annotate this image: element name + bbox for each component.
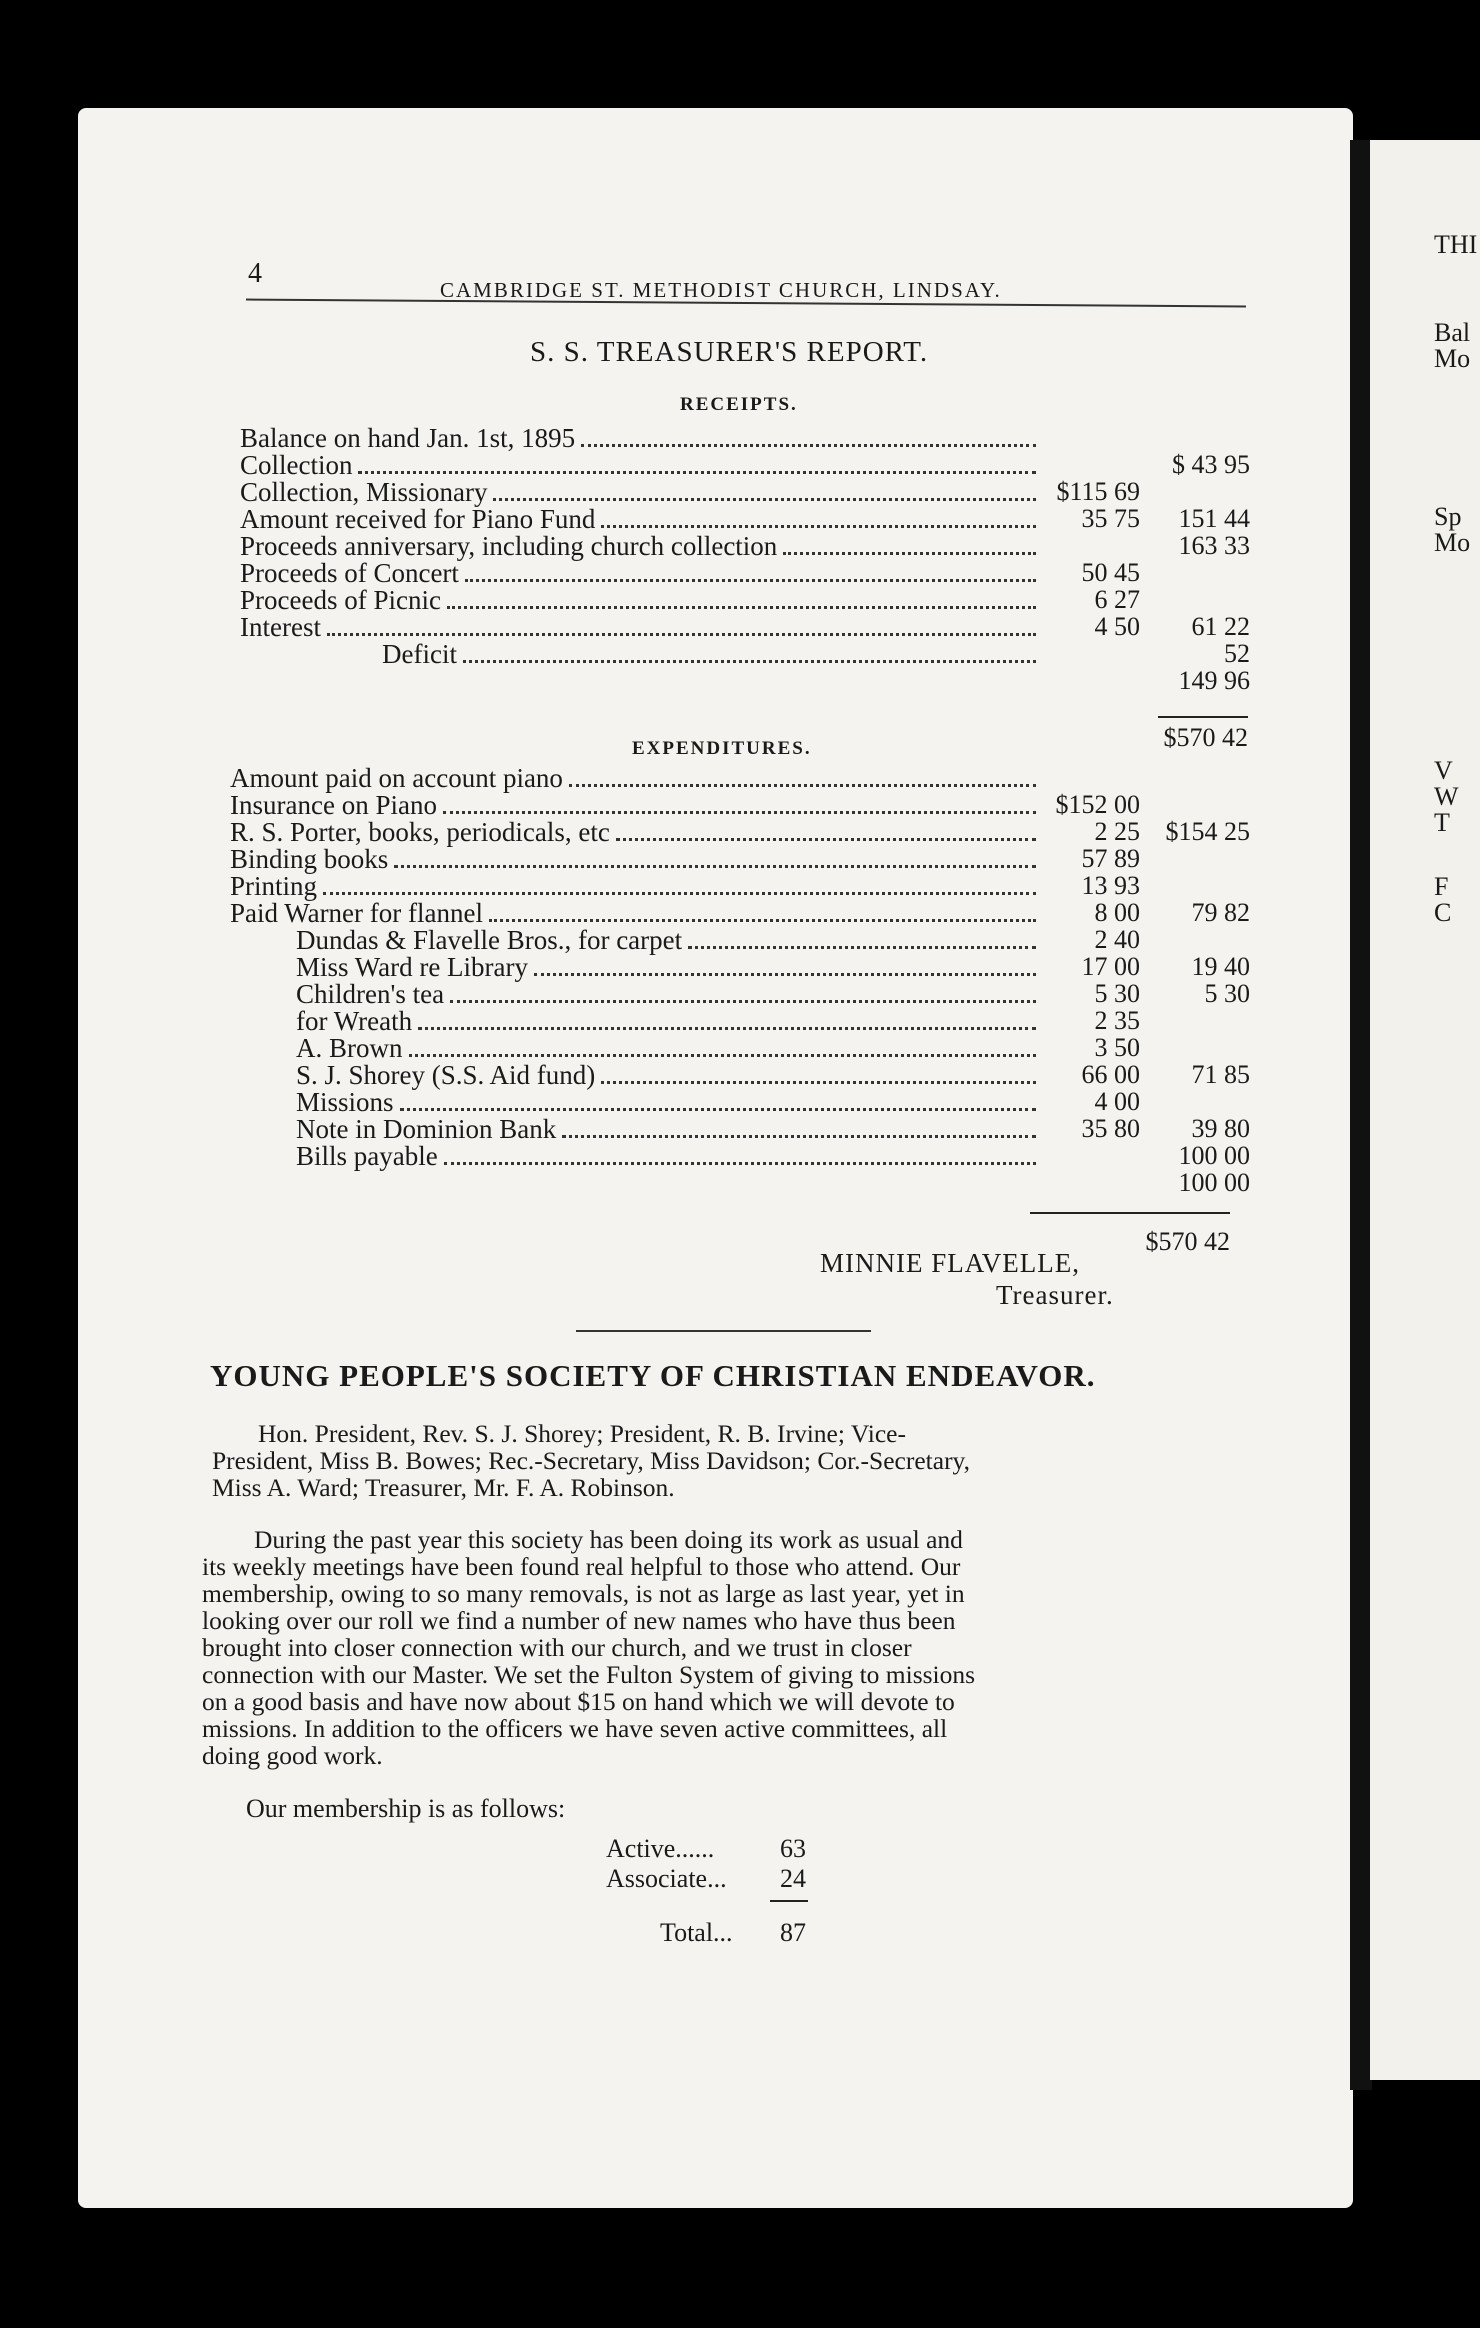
page-number: 4 xyxy=(248,258,262,289)
ledger-amount: 2 40 xyxy=(1094,925,1140,954)
facing-page-fragment: Mo xyxy=(1434,528,1471,557)
ledger-row xyxy=(296,953,1040,981)
ledger-amount: 17 00 xyxy=(1081,952,1140,981)
dot-leader xyxy=(450,980,1036,1003)
facing-page-fragment: V xyxy=(1434,756,1453,785)
section-divider xyxy=(576,1330,871,1332)
dot-leader xyxy=(581,424,1036,447)
ledger-label: Dundas & Flavelle Bros., for carpet xyxy=(296,925,683,955)
dot-leader xyxy=(409,1034,1037,1057)
ledger-amount: 5 30 xyxy=(1094,979,1140,1008)
ledger-row xyxy=(240,613,1040,641)
dot-leader xyxy=(358,451,1036,474)
membership-total-label: Total... xyxy=(660,1918,733,1947)
receipts-heading: RECEIPTS. xyxy=(680,394,798,415)
dot-leader xyxy=(418,1007,1036,1030)
ledger-row xyxy=(382,667,1040,695)
ledger-label: Binding books xyxy=(230,844,389,874)
ledger-subtotal: 163 33 xyxy=(1178,531,1250,560)
ledger-row xyxy=(240,505,1040,533)
dot-leader xyxy=(616,818,1036,841)
dot-leader xyxy=(601,1061,1036,1084)
ledger-label: Collection xyxy=(240,450,353,480)
expenditures-heading: EXPENDITURES. xyxy=(632,738,812,759)
ledger-label: Missions xyxy=(296,1087,394,1117)
ledger-amount: 35 75 xyxy=(1081,504,1140,533)
paragraph-line: on a good basis and have now about $15 on hand which we will devote to xyxy=(202,1687,955,1716)
ledger-subtotal: 61 22 xyxy=(1191,612,1250,641)
ledger-amount: 50 45 xyxy=(1081,558,1140,587)
ledger-label: Printing xyxy=(230,871,318,901)
officers-line: Miss A. Ward; Treasurer, Mr. F. A. Robinson. xyxy=(212,1473,675,1502)
ledger-label: Miss Ward re Library xyxy=(296,952,529,982)
dot-leader xyxy=(323,872,1036,895)
ledger-label: Proceeds of Picnic xyxy=(240,585,441,615)
ledger-label: Balance on hand Jan. 1st, 1895 xyxy=(240,423,576,453)
facing-page-fragment: W xyxy=(1434,782,1459,811)
membership-total-rule xyxy=(770,1900,808,1902)
ledger-row xyxy=(296,1115,1040,1143)
ledger-subtotal: 100 00 xyxy=(1178,1141,1250,1170)
dot-leader xyxy=(783,532,1036,555)
ledger-subtotal: 79 82 xyxy=(1191,898,1250,927)
ledger-row xyxy=(296,926,1040,954)
dot-leader xyxy=(443,791,1036,814)
dot-leader xyxy=(562,1115,1036,1138)
ledger-row xyxy=(240,559,1040,587)
ledger-row xyxy=(230,791,1040,819)
dot-leader xyxy=(601,505,1036,528)
facing-page-fragment: T xyxy=(1434,808,1450,837)
facing-page-fragment: THI xyxy=(1434,230,1478,259)
ledger-row xyxy=(240,478,1040,506)
ledger-row xyxy=(296,1061,1040,1089)
dot-leader xyxy=(463,640,1036,663)
ledger-label: A. Brown xyxy=(296,1033,403,1063)
ledger-subtotal: 5 30 xyxy=(1204,979,1250,1008)
ledger-row xyxy=(296,1007,1040,1035)
ledger-label: Insurance on Piano xyxy=(230,790,437,820)
dot-leader xyxy=(327,613,1036,636)
running-title: CAMBRIDGE ST. METHODIST CHURCH, LINDSAY. xyxy=(440,278,1002,302)
facing-page-fragment: C xyxy=(1434,898,1452,927)
ledger-row xyxy=(240,424,1040,452)
paragraph-line: missions. In addition to the officers we have seven active committees, all xyxy=(202,1714,948,1743)
ledger-amount: 13 93 xyxy=(1081,871,1140,900)
ledger-label: Proceeds of Concert xyxy=(240,558,459,588)
ledger-amount: 3 50 xyxy=(1094,1033,1140,1062)
signature-name: MINNIE FLAVELLE, xyxy=(820,1248,1080,1278)
ledger-subtotal: $ 43 95 xyxy=(1172,450,1250,479)
ledger-row xyxy=(296,1142,1040,1170)
expenditures-total: $570 42 xyxy=(1145,1227,1230,1256)
ledger-subtotal: $154 25 xyxy=(1165,817,1250,846)
ledger-row xyxy=(230,764,1040,792)
ledger-row xyxy=(296,1169,1040,1197)
officers-line: Hon. President, Rev. S. J. Shorey; President, R. B. Irvine; Vice- xyxy=(258,1419,906,1448)
dot-leader xyxy=(489,899,1036,922)
report-title: S. S. TREASURER'S REPORT. xyxy=(530,336,929,368)
ledger-row xyxy=(230,845,1040,873)
ledger-label: Interest xyxy=(240,612,321,642)
ledger-row xyxy=(382,640,1040,668)
ledger-amount: 2 25 xyxy=(1094,817,1140,846)
ledger-subtotal: 100 00 xyxy=(1178,1168,1250,1197)
dot-leader xyxy=(447,586,1036,609)
ledger-amount: 4 00 xyxy=(1094,1087,1140,1116)
ledger-label: Proceeds anniversary, including church collection xyxy=(240,531,778,561)
report-paragraph xyxy=(202,1526,1222,1769)
ledger-label: Amount paid on account piano xyxy=(230,763,563,793)
ledger-amount: 35 80 xyxy=(1081,1114,1140,1143)
facing-page-fragment: F xyxy=(1434,872,1449,901)
dot-leader xyxy=(394,845,1036,868)
paragraph-line: looking over our roll we find a number of new names who have thus been xyxy=(202,1606,956,1635)
membership-value-active: 63 xyxy=(780,1834,806,1863)
ledger-label: R. S. Porter, books, periodicals, etc xyxy=(230,817,610,847)
dot-leader xyxy=(493,478,1036,501)
officers-line: President, Miss B. Bowes; Rec.-Secretary, Miss Davidson; Cor.-Secretary, xyxy=(212,1446,971,1475)
signature-title: Treasurer. xyxy=(996,1280,1114,1310)
dot-leader xyxy=(400,1088,1036,1111)
paragraph-line: During the past year this society has been doing its work as usual and xyxy=(254,1525,963,1554)
membership-value-associate: 24 xyxy=(780,1864,806,1893)
ledger-amount: 66 00 xyxy=(1081,1060,1140,1089)
ledger-row xyxy=(230,872,1040,900)
membership-intro: Our membership is as follows: xyxy=(246,1794,566,1823)
ledger-subtotal: 39 80 xyxy=(1191,1114,1250,1143)
officers-paragraph xyxy=(212,1420,1228,1501)
ledger-amount: 4 50 xyxy=(1094,612,1140,641)
dot-leader xyxy=(688,926,1036,949)
book-gutter xyxy=(1350,140,1372,2090)
paragraph-line: brought into closer connection with our church, and we trust in closer xyxy=(202,1633,912,1662)
ledger-label: Bills payable xyxy=(296,1141,438,1171)
receipts-total-rule xyxy=(1158,716,1248,718)
society-title: YOUNG PEOPLE'S SOCIETY OF CHRISTIAN ENDEAVOR. xyxy=(210,1358,1096,1393)
facing-page-edge xyxy=(1370,140,1480,2080)
ledger-subtotal: 19 40 xyxy=(1191,952,1250,981)
ledger-subtotal: 151 44 xyxy=(1178,504,1250,533)
membership-label-active: Active...... xyxy=(606,1834,715,1863)
ledger-label: Deficit xyxy=(382,639,457,669)
paragraph-line: doing good work. xyxy=(202,1741,383,1770)
ledger-amount: $115 69 xyxy=(1056,477,1140,506)
facing-page-fragment: Mo xyxy=(1434,344,1471,373)
paragraph-line: its weekly meetings have been found real helpful to those who attend. Our xyxy=(202,1552,961,1581)
ledger-label: Paid Warner for flannel xyxy=(230,898,483,928)
ledger-row xyxy=(240,532,1040,560)
membership-total-value: 87 xyxy=(780,1918,806,1947)
ledger-label: Note in Dominion Bank xyxy=(296,1114,557,1144)
ledger-row xyxy=(296,1088,1040,1116)
dot-leader xyxy=(444,1142,1036,1165)
membership-label-associate: Associate... xyxy=(606,1864,727,1893)
dot-leader xyxy=(534,953,1036,976)
ledger-label: Collection, Missionary xyxy=(240,477,488,507)
facing-page-fragment: Sp xyxy=(1434,502,1462,531)
ledger-label: Amount received for Piano Fund xyxy=(240,504,596,534)
ledger-amount: 8 00 xyxy=(1094,898,1140,927)
ledger-amount: 57 89 xyxy=(1081,844,1140,873)
ledger-amount: 6 27 xyxy=(1094,585,1140,614)
ledger-label: S. J. Shorey (S.S. Aid fund) xyxy=(296,1060,596,1090)
paragraph-line: membership, owing to so many removals, is not as large as last year, yet in xyxy=(202,1579,965,1608)
ledger-label: Children's tea xyxy=(296,979,445,1009)
ledger-label: for Wreath xyxy=(296,1006,413,1036)
dot-leader xyxy=(465,559,1036,582)
dot-leader xyxy=(569,764,1036,787)
ledger-row xyxy=(296,1034,1040,1062)
ledger-row xyxy=(230,818,1040,846)
facing-page-fragment: Bal xyxy=(1434,318,1471,347)
ledger-row xyxy=(230,899,1040,927)
ledger-row xyxy=(240,451,1040,479)
ledger-subtotal: 149 96 xyxy=(1178,666,1250,695)
expenditures-total-rule xyxy=(1030,1212,1230,1214)
ledger-row xyxy=(296,980,1040,1008)
ledger-amount: $152 00 xyxy=(1055,790,1140,819)
ledger-subtotal: 52 xyxy=(1224,639,1250,668)
receipts-total: $570 42 xyxy=(1163,723,1248,752)
ledger-amount: 2 35 xyxy=(1094,1006,1140,1035)
ledger-row xyxy=(240,586,1040,614)
ledger-subtotal: 71 85 xyxy=(1191,1060,1250,1089)
paragraph-line: connection with our Master. We set the Fulton System of giving to missions xyxy=(202,1660,976,1689)
